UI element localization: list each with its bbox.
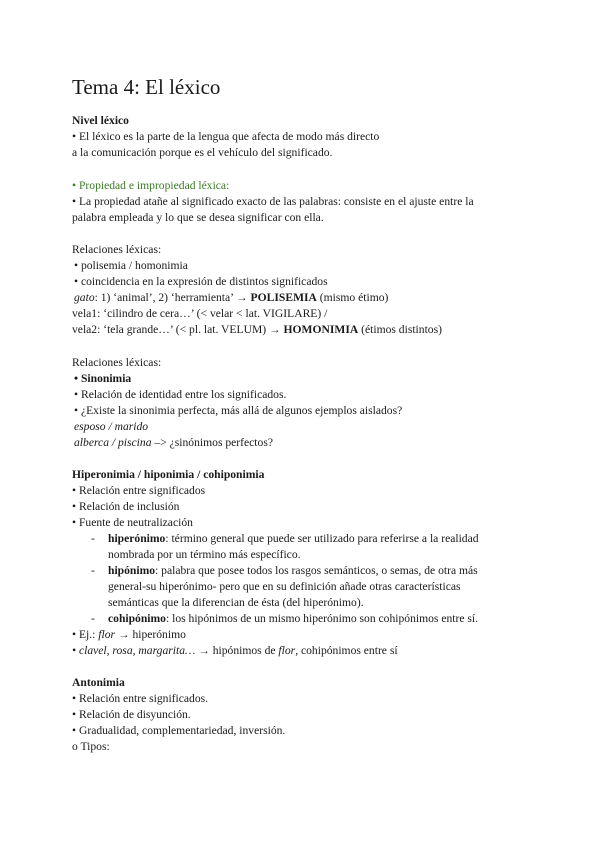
example-line: alberca / piscina –> ¿sinónimos perfectos? xyxy=(74,436,273,449)
definition-line: nombrada por un término más específico. xyxy=(108,548,301,561)
bullet-item: • Gradualidad, complementariedad, inversión. xyxy=(72,724,286,737)
page-title: Tema 4: El léxico xyxy=(72,75,221,99)
definition-line: hiperónimo: término general que puede ser utilizado para referirse a la realidad xyxy=(108,532,479,545)
bullet-item: o Tipos: xyxy=(72,740,110,753)
example-line: esposo / marido xyxy=(74,420,149,433)
bullet-item: • Relación entre significados xyxy=(72,484,206,497)
body-line: Relaciones léxicas: xyxy=(72,356,162,369)
definition-line: general-su hiperónimo- pero que en su definición añade otras características xyxy=(108,580,461,593)
green-subheading: • Propiedad e impropiedad léxica: xyxy=(72,179,230,192)
bullet-item: • Relación entre significados. xyxy=(72,692,209,705)
definition-line: cohipónimo: los hipónimos de un mismo hiperónimo son cohipónimos entre sí. xyxy=(108,612,479,625)
dash-marker: - xyxy=(91,532,95,545)
example-line: • Ej.: flor → hiperónimo xyxy=(72,628,186,641)
dash-marker: - xyxy=(91,612,95,625)
body-line: palabra empleada y lo que se desea significar con ella. xyxy=(72,211,324,224)
definition-line: hipónimo: palabra que posee todos los rasgos semánticos, o semas, de otra más xyxy=(108,564,478,577)
section-heading-antonimia: Antonimia xyxy=(72,676,125,689)
bullet-item: • Relación de inclusión xyxy=(72,500,180,513)
example-line: • clavel, rosa, margarita… → hipónimos de flor, cohipónimos entre sí xyxy=(72,644,398,657)
section-heading-hiperonimia: Hiperonimia / hiponimia / cohiponimia xyxy=(72,468,265,481)
definition-line: semánticas que la diferencian de ésta (del hiperónimo). xyxy=(108,596,364,609)
bullet-item: • polisemia / homonimia xyxy=(74,259,188,272)
bullet-item: • Sinonimia xyxy=(74,372,132,385)
body-line: Relaciones léxicas: xyxy=(72,243,162,256)
body-line: • El léxico es la parte de la lengua que afecta de modo más directo xyxy=(72,130,380,143)
bullet-item: • Relación de disyunción. xyxy=(72,708,191,721)
bullet-item: • Relación de identidad entre los significados. xyxy=(74,388,287,401)
body-line: • La propiedad atañe al significado exacto de las palabras: consiste en el ajuste entre la xyxy=(72,195,474,208)
bullet-item: • ¿Existe la sinonimia perfecta, más allá de algunos ejemplos aislados? xyxy=(74,404,403,417)
body-line: a la comunicación porque es el vehículo del significado. xyxy=(72,146,333,159)
section-heading-nivel-lexico: Nivel léxico xyxy=(72,114,129,127)
dash-marker: - xyxy=(91,564,95,577)
example-line: vela1: ‘cilindro de cera…’ (< velar < lat. VIGILARE) / xyxy=(72,307,328,320)
bullet-item: • Fuente de neutralización xyxy=(72,516,193,529)
example-line: vela2: ‘tela grande…’ (< pl. lat. VELUM) → HOMONIMIA (étimos distintos) xyxy=(72,323,442,336)
bullet-item: • coincidencia en la expresión de distintos significados xyxy=(74,275,328,288)
example-line: gato: 1) ‘animal’, 2) ‘herramienta’ → POLISEMIA (mismo étimo) xyxy=(74,291,389,304)
